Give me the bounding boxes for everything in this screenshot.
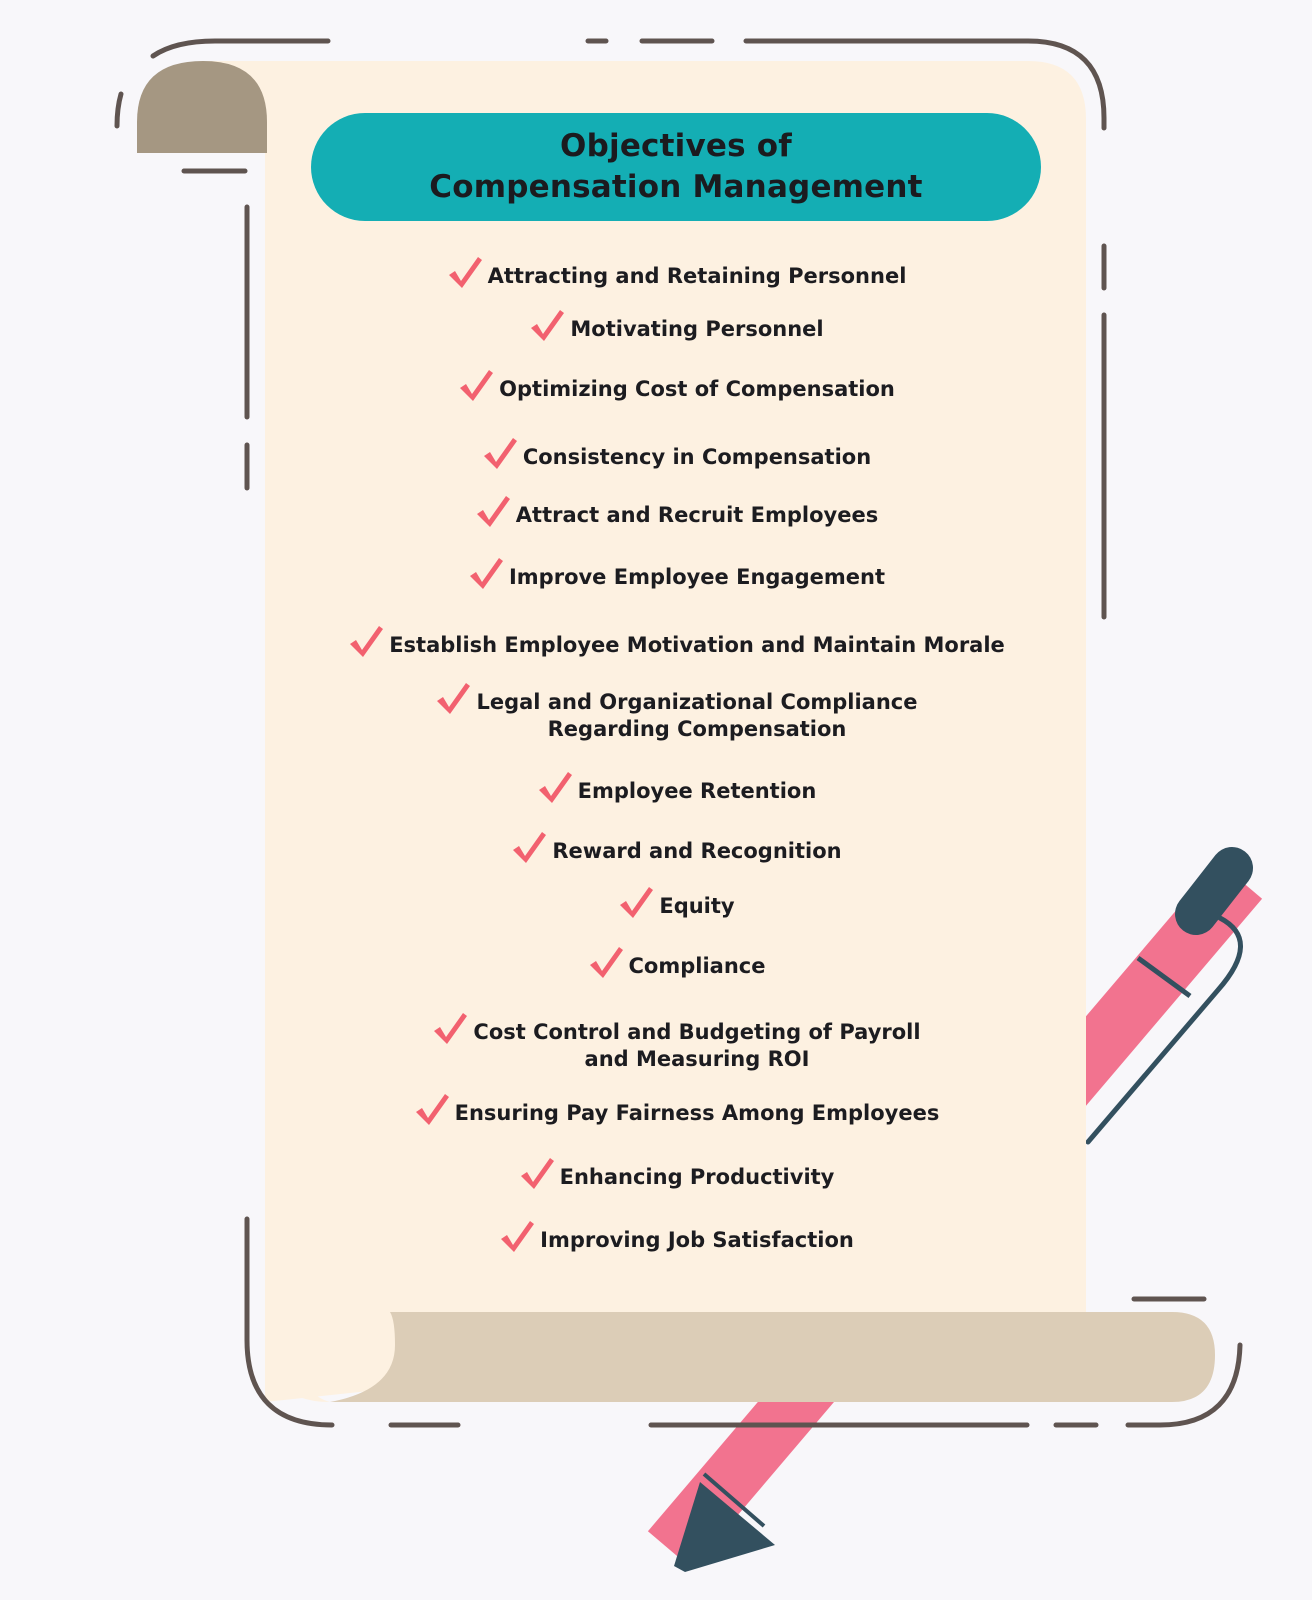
check-mark-icon xyxy=(431,1011,469,1047)
check-mark-icon xyxy=(528,308,566,344)
list-item-line: Improving Job Satisfaction xyxy=(540,1228,854,1252)
list-item-label xyxy=(473,1019,920,1073)
list-item-line: Consistency in Compensation xyxy=(522,445,872,469)
check-mark-icon xyxy=(498,1219,536,1255)
list-item-content xyxy=(481,444,871,472)
list-item-label xyxy=(516,502,878,529)
check-mark-icon xyxy=(474,494,512,530)
list-item-content xyxy=(498,1227,854,1255)
list-item-line: Attracting and Retaining Personnel xyxy=(487,264,907,288)
title-line-1: Objectives of xyxy=(560,128,792,164)
list-item-line: Cost Control and Budgeting of Payroll xyxy=(473,1020,921,1044)
list-item-content xyxy=(434,689,917,743)
list-item-content xyxy=(518,1164,835,1192)
list-item-label xyxy=(499,376,895,403)
check-mark-icon xyxy=(457,368,495,404)
list-item-label xyxy=(578,778,817,805)
list-item-line: Employee Retention xyxy=(577,779,817,803)
list-item-line: Ensuring Pay Fairness Among Employees xyxy=(454,1101,940,1125)
list-item-line: Regarding Compensation xyxy=(547,717,847,741)
list-item-line: Establish Employee Motivation and Maintain Morale xyxy=(389,633,1005,657)
scroll-knob xyxy=(137,61,267,153)
list-item-line: Enhancing Productivity xyxy=(559,1165,835,1189)
list-item-line: Compliance xyxy=(628,954,766,978)
list-item xyxy=(266,632,1086,664)
list-item-content xyxy=(457,376,895,404)
list-item-label xyxy=(523,444,871,471)
list-item-line: Legal and Organizational Compliance xyxy=(476,690,918,714)
check-mark-icon xyxy=(510,830,548,866)
list-item-line: and Measuring ROI xyxy=(584,1047,810,1071)
list-item-label xyxy=(509,564,885,591)
list-item-content xyxy=(431,1019,920,1073)
check-mark-icon xyxy=(587,945,625,981)
list-item-label xyxy=(389,632,1005,659)
check-mark-icon xyxy=(536,770,574,806)
list-item-label xyxy=(570,316,823,343)
check-mark-icon xyxy=(481,436,519,472)
list-item-line: Attract and Recruit Employees xyxy=(515,503,879,527)
list-item-content xyxy=(413,1100,940,1128)
list-item-content xyxy=(536,778,817,806)
check-mark-icon xyxy=(347,624,385,660)
list-item-label xyxy=(629,953,766,980)
list-item-content xyxy=(446,263,907,291)
title-line-2: Compensation Management xyxy=(429,169,923,205)
list-item-line: Optimizing Cost of Compensation xyxy=(499,377,895,401)
list-item-line: Improve Employee Engagement xyxy=(508,565,885,589)
check-mark-icon xyxy=(434,681,472,717)
list-item-line: Equity xyxy=(659,894,735,918)
list-item-content xyxy=(347,632,1005,660)
list-item-content xyxy=(528,316,823,344)
list-item-line: Reward and Recognition xyxy=(552,839,842,863)
list-item-label xyxy=(552,838,841,865)
list-item-label xyxy=(455,1100,940,1127)
check-mark-icon xyxy=(467,556,505,592)
list-item-content xyxy=(617,893,734,921)
list-item-content xyxy=(467,564,885,592)
list-item-label xyxy=(560,1164,835,1191)
title-banner xyxy=(311,113,1041,221)
page-title xyxy=(429,126,922,208)
check-mark-icon xyxy=(518,1156,556,1192)
list-item-line: Motivating Personnel xyxy=(570,317,824,341)
list-item-label xyxy=(476,689,917,743)
list-item-label xyxy=(540,1227,854,1254)
scroll-roll xyxy=(330,1312,1215,1402)
check-mark-icon xyxy=(617,885,655,921)
check-mark-icon xyxy=(413,1092,451,1128)
list-item-content xyxy=(587,953,766,981)
check-mark-icon xyxy=(446,255,484,291)
list-item-content xyxy=(510,838,841,866)
list-item-label xyxy=(488,263,907,290)
list-item-label xyxy=(659,893,734,920)
list-item-content xyxy=(474,502,878,530)
